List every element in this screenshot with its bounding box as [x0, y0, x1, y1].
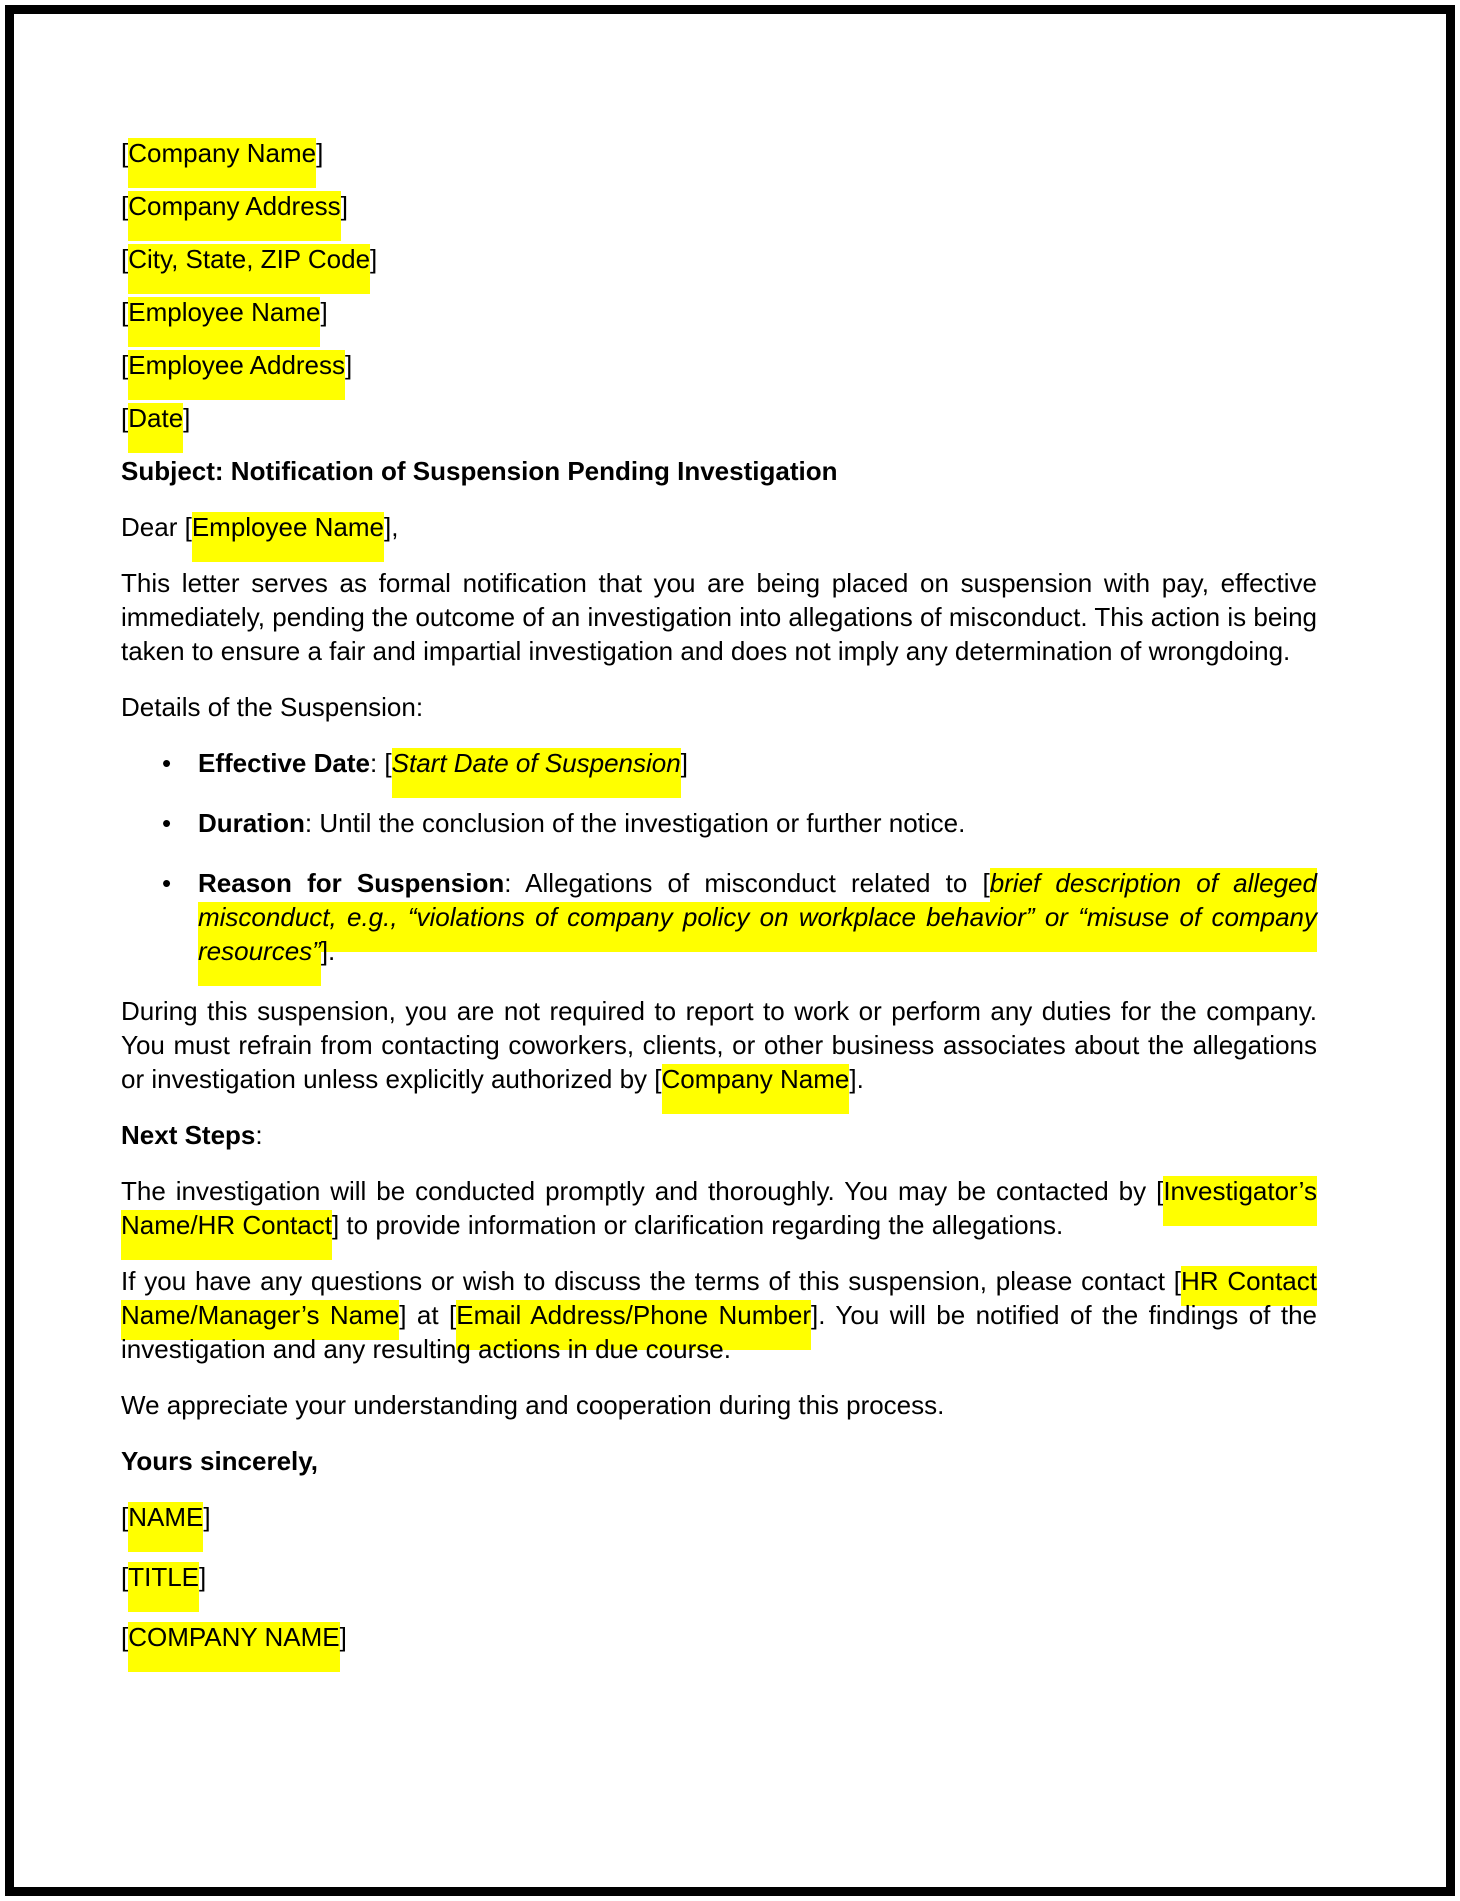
text-segment: [: [121, 138, 129, 168]
placeholder-start-date-of-suspension: Start Date of Suspension: [391, 748, 681, 778]
appreciation-paragraph: We appreciate your understanding and cooperation during this process.: [121, 1390, 945, 1420]
signature-title-line: [121, 1560, 1317, 1594]
bullet-label: Effective Date: [198, 748, 370, 778]
address-block: [121, 136, 1317, 435]
text-segment: [: [121, 1622, 129, 1652]
bullet-label: Reason for Suspension: [198, 868, 505, 898]
placeholder-employee-address: Employee Address: [128, 350, 346, 380]
text-segment: [: [121, 1502, 129, 1532]
text-segment: ]: [339, 1622, 347, 1652]
during-paragraph: [121, 994, 1317, 1096]
text-segment: ] to provide information or clarification regarding the allegations.: [331, 1210, 1064, 1240]
placeholder-date: Date: [128, 403, 184, 433]
text-segment: ].: [849, 1064, 864, 1094]
placeholder-email-phone: Email Address/Phone Number: [456, 1300, 812, 1330]
bullet-reason: [198, 866, 1317, 968]
text-segment: ]: [340, 191, 348, 221]
text-segment: ] at [: [399, 1300, 457, 1330]
text-segment: [: [121, 403, 129, 433]
investigation-paragraph: [121, 1174, 1317, 1242]
text-segment: [: [121, 1562, 129, 1592]
text-segment: ]: [183, 403, 191, 433]
placeholder-signer-company: COMPANY NAME: [128, 1622, 340, 1652]
details-heading: Details of the Suspension:: [121, 692, 424, 722]
text-segment: ]. You will be notified of the findings of the investigation and any resulting actions in due course.: [121, 1300, 1317, 1364]
signature-company-line: [121, 1620, 1317, 1654]
placeholder-city-state-zip: City, State, ZIP Code: [128, 244, 371, 274]
questions-paragraph: [121, 1264, 1317, 1366]
suspension-details-list: [121, 746, 1317, 968]
bullet-label: Duration: [198, 808, 305, 838]
address-line: [121, 242, 1317, 276]
page-border: [5, 5, 1455, 1896]
text-segment: ]: [370, 244, 378, 274]
text-segment: [: [121, 350, 129, 380]
address-line: [121, 348, 1317, 382]
placeholder-misconduct-description: brief description of alleged misconduct, e.g., “violations of company policy on workplace behavior” or “misuse of company resources”: [198, 868, 1317, 966]
text-segment: Dear [: [121, 512, 192, 542]
text-segment: ]: [316, 138, 324, 168]
text-segment: ]: [199, 1562, 207, 1592]
address-line: [121, 136, 1317, 170]
text-segment: ]: [345, 350, 353, 380]
closing: Yours sincerely,: [121, 1446, 319, 1476]
placeholder-company-name: Company Name: [661, 1064, 850, 1094]
text-segment: :: [255, 1120, 263, 1150]
text-segment: : Until the conclusion of the investigation or further notice.: [304, 808, 966, 838]
salutation: [121, 510, 1317, 544]
text-segment: [: [121, 244, 129, 274]
text-segment: ]: [203, 1502, 211, 1532]
subject-line: Subject: Notification of Suspension Pending Investigation: [121, 456, 838, 486]
text-segment: [: [121, 191, 129, 221]
placeholder-signer-title: TITLE: [128, 1562, 200, 1592]
placeholder-signer-name: NAME: [128, 1502, 204, 1532]
placeholder-employee-name: Employee Name: [128, 297, 321, 327]
text-segment: : [: [369, 748, 392, 778]
text-segment: ].: [320, 936, 336, 966]
text-segment: ]: [320, 297, 328, 327]
address-line: [121, 189, 1317, 223]
text-segment: The investigation will be conducted promptly and thoroughly. You may be contacted by [: [121, 1176, 1164, 1206]
heading-label: Next Steps: [121, 1120, 256, 1150]
bullet-effective-date: [198, 746, 1317, 780]
text-segment: ]: [680, 748, 688, 778]
placeholder-company-address: Company Address: [128, 191, 341, 221]
intro-paragraph: This letter serves as formal notification that you are being placed on suspension with pay, effective immediately, pending the outcome of an investigation into allegations of misconduct. This action is being taken to ensure a fair and impartial investigation and does not imply any determination of wrongdoing.: [121, 568, 1317, 666]
address-line: [121, 401, 1317, 435]
address-line: [121, 295, 1317, 329]
signature-block: [121, 1500, 1317, 1654]
letter-document: [121, 136, 1317, 1680]
text-segment: : Allegations of misconduct related to [: [504, 868, 990, 898]
placeholder-investigator-hr-contact: Investigator’s Name/HR Contact: [121, 1176, 1317, 1240]
text-segment: [: [121, 297, 129, 327]
text-segment: During this suspension, you are not required to report to work or perform any duties for the company. You must refrain from contacting coworkers, clients, or other business associates about the allegations or investigation unless explicitly authorized by [: [121, 996, 1317, 1094]
bullet-duration: [198, 806, 1317, 840]
text-segment: If you have any questions or wish to discuss the terms of this suspension, please contact [: [121, 1266, 1182, 1296]
signature-name-line: [121, 1500, 1317, 1534]
placeholder-company-name: Company Name: [128, 138, 317, 168]
placeholder-hr-contact-manager-name: HR Contact Name/Manager’s Name: [121, 1266, 1317, 1330]
next-steps-heading: [121, 1118, 1317, 1152]
text-segment: ],: [384, 512, 399, 542]
placeholder-employee-name: Employee Name: [191, 512, 385, 542]
